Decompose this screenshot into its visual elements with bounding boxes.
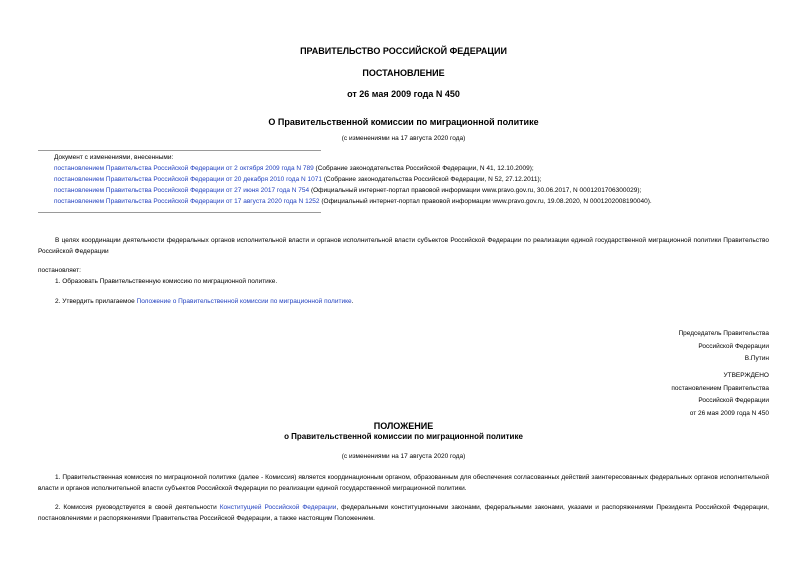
change-source: (Собрание законодательства Российской Федерации, N 52, 27.12.2011); (321, 176, 542, 183)
divider-bottom (38, 212, 321, 213)
change-link[interactable]: постановлением Правительства Российской Федерации от 20 декабря 2010 года N 1071 (54, 176, 322, 183)
change-item (54, 175, 541, 185)
changes-intro: Документ с изменениями, внесенными: (54, 154, 174, 161)
revision-note: (с изменениями на 17 августа 2020 года) (341, 135, 466, 142)
document-date-number: от 26 мая 2009 года N 450 (347, 89, 460, 99)
change-link[interactable]: постановлением Правительства Российской Федерации от 17 августа 2020 года N 1252 (54, 198, 320, 205)
item-2-suffix: . (351, 298, 354, 305)
regulation-title: ПОЛОЖЕНИЕ (373, 421, 434, 431)
signature-block (678, 328, 769, 366)
signature-position-line2: Российской Федерации (698, 342, 769, 350)
approved-label: УТВЕРЖДЕНО (723, 372, 769, 379)
regulation-paragraph-1: 1. Правительственная комиссия по миграционной политике (далее - Комиссия) является координационным органом, образованным для обеспечения согласованных действий заинтересованных федеральных органов исполнительной власти и органов исполнительной власти субъектов Российской Федерации по реализации единой государственной миграционной политики. (38, 474, 769, 492)
change-source: (Официальный интернет-портал правовой информации www.pravo.gov.ru, 30.06.2017, N 0001201706300029); (309, 187, 642, 194)
change-source: (Собрание законодательства Российской Федерации, N 41, 12.10.2009); (313, 165, 534, 172)
item-2 (55, 297, 353, 307)
approval-block (671, 370, 769, 420)
government-heading: ПРАВИТЕЛЬСТВО РОССИЙСКОЙ ФЕДЕРАЦИИ (300, 46, 507, 56)
regulation-paragraph-2 (38, 502, 769, 524)
change-item (54, 164, 534, 174)
change-link[interactable]: постановлением Правительства Российской Федерации от 27 июня 2017 года N 754 (54, 187, 310, 194)
item-2-prefix: 2. Утвердить прилагаемое (55, 298, 137, 305)
paragraph-2-prefix: 2. Комиссия руководствуется в своей деятельности (55, 504, 220, 511)
change-source: (Официальный интернет-портал правовой информации www.pravo.gov.ru, 19.08.2020, N 0001202008190040). (319, 198, 652, 205)
change-item (54, 197, 652, 207)
approved-line2: постановлением Правительства (671, 384, 769, 392)
regulation-link[interactable]: Положение о Правительственной комиссии по миграционной политике (136, 298, 352, 305)
paragraph-2-suffix: , федеральными конституционными законами, федеральными законами, указами и распоряжениями Президента Российской Федерации, постановлениями и распоряжениями Правительства Российской Федерации, а также настоящим Положением. (38, 504, 769, 522)
signature-name: В.Путин (744, 355, 769, 362)
decides-label: постановляет: (38, 267, 81, 274)
document-type: ПОСТАНОВЛЕНИЕ (362, 68, 445, 78)
approved-line4: от 26 мая 2009 года N 450 (689, 409, 769, 417)
approved-line3: Российской Федерации (698, 397, 769, 404)
regulation-revision: (с изменениями на 17 августа 2020 года) (341, 453, 466, 460)
constitution-link[interactable]: Конституцией Российской Федерации (219, 504, 337, 511)
regulation-subtitle: о Правительственной комиссии по миграционной политике (284, 432, 523, 441)
signature-position-line1: Председатель Правительства (678, 330, 769, 337)
document-title: О Правительственной комиссии по миграционной политике (268, 117, 539, 127)
change-link[interactable]: постановлением Правительства Российской Федерации от 2 октября 2009 года N 789 (54, 165, 314, 172)
preamble-paragraph: В целях координации деятельности федеральных органов исполнительной власти и органов исполнительной власти субъектов Российской Федерации по реализации единой государственной миграционной политики Правительство Российской Федерации (38, 237, 769, 255)
divider-top (38, 150, 321, 151)
change-item (54, 186, 641, 196)
item-1: 1. Образовать Правительственную комиссию по миграционной политике. (55, 278, 278, 285)
